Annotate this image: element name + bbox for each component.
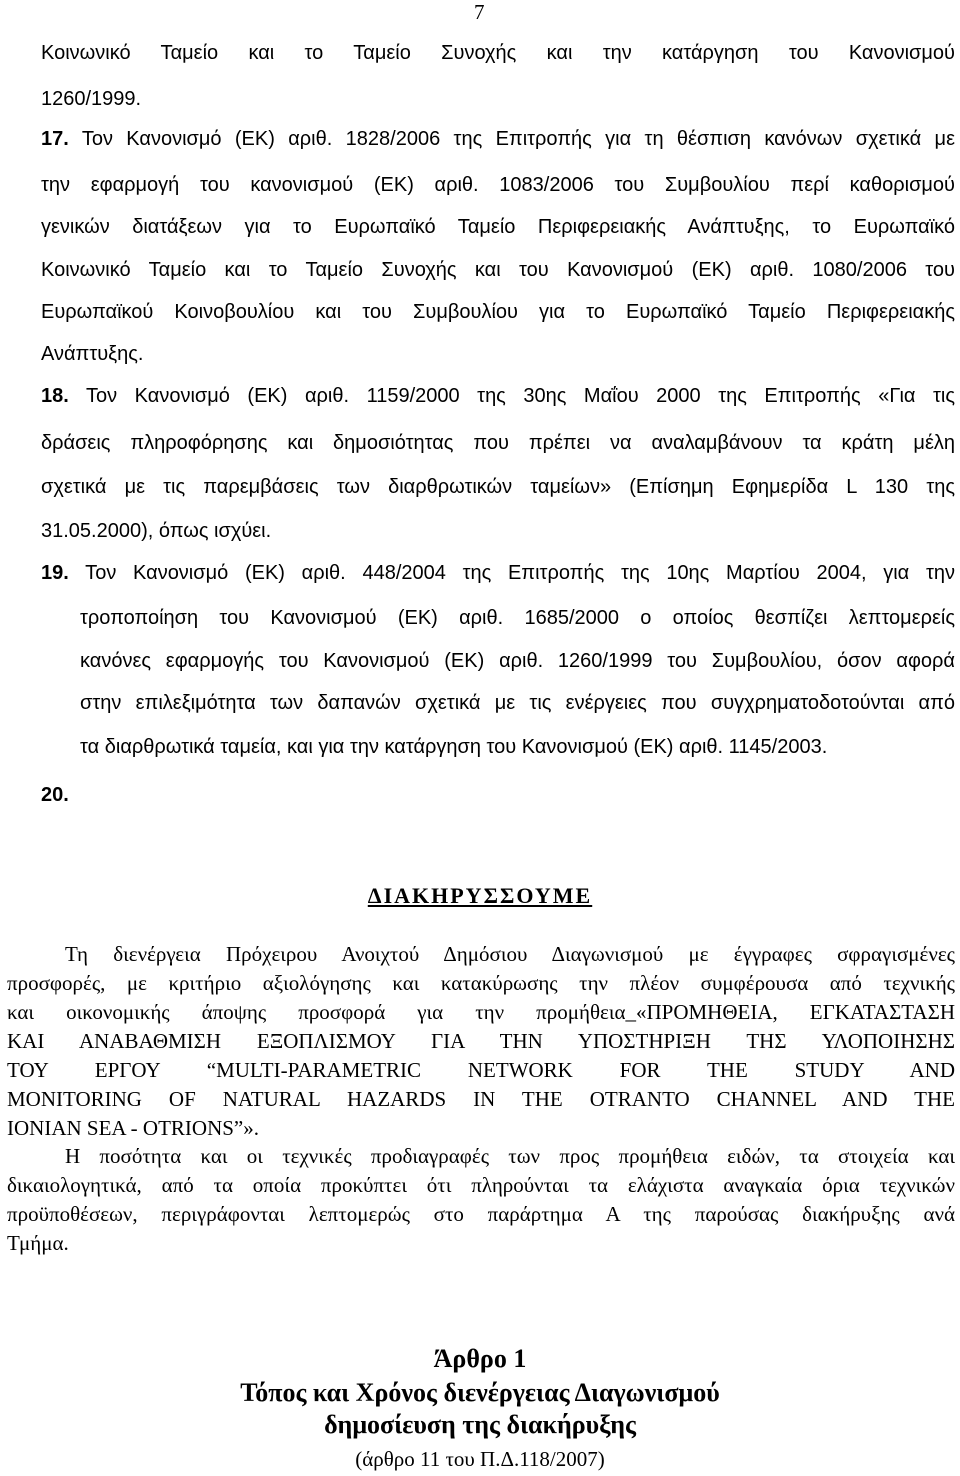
text-line: Ανάπτυξης.	[41, 343, 144, 365]
text-line: κανόνες εφαρμογής του Κανονισμού (ΕΚ) αριθ. 1260/1999 του Συμβουλίου, όσον αφορά	[80, 650, 955, 672]
text-line: γενικών διατάξεων για το Ευρωπαϊκό Ταμείο Περιφερειακής Ανάπτυξης, το Ευρωπαϊκό	[41, 216, 955, 238]
item-20	[41, 782, 69, 807]
item-17: 17. Τον Κανονισμό (ΕΚ) αριθ. 1828/2006 της Επιτροπής για τη θέσπιση κανόνων σχετικά με	[41, 128, 955, 150]
text-line: Κοινωνικό Ταμείο και το Ταμείο Συνοχής και του Κανονισμού (ΕΚ) αριθ. 1080/2006 του	[41, 259, 955, 281]
text-line: στην επιλεξιμότητα των δαπανών σχετικά με τις ενέργειες που συγχρηματοδοτούνται από	[80, 692, 955, 714]
text-line: δράσεις πληροφόρησης και δημοσιότητας που πρέπει να αναλαμβάνουν τα κράτη μέλη	[41, 432, 955, 454]
section-heading: ΔΙΑΚΗΡΥΣΣΟΥΜΕ	[367, 883, 593, 908]
article-subtitle: Τόπος και Χρόνος διενέργειας Διαγωνισμού	[240, 1378, 720, 1407]
text-line: Ευρωπαϊκού Κοινοβουλίου και του Συμβουλίου για το Ευρωπαϊκό Ταμείο Περιφερειακής	[41, 301, 955, 323]
paragraph: Τη διενέργεια Πρόχειρου Ανοιχτού Δημόσιου Διαγωνισμού με έγγραφες σφραγισμένες προσφορές, με κριτήριο αξιολόγησης και κατακύρωσης την πλέον συμφέρουσα από τεχνικής και οικονομικής άποψης προσφορά για την προμήθεια_«ΠΡΟΜΗΘΕΙΑ, ΕΓΚΑΤΑΣΤΑΣΗ ΚΑΙ ΑΝΑΒΑΘΜΙΣΗ ΕΞΟΠΛΙΣΜΟΥ ΓΙΑ ΤΗΝ ΥΠΟΣΤΗΡΙΞΗ ΤΗΣ ΥΛΟΠΟΙΗΣΗΣ ΤΟΥ ΕΡΓΟΥ “MULTI-PARAMETRIC NETWORK FOR THE STUDY AND MONITORING OF NATURAL HAZARDS IN THE OTRANTO CHANNEL AND THE IONIAN SEA - OTRIONS”».	[7, 942, 955, 1140]
page-number: 7	[474, 0, 485, 24]
item-number: 18.	[41, 385, 69, 407]
item-19: 19. Τον Κανονισμό (ΕΚ) αριθ. 448/2004 της Επιτροπής της 10ης Μαρτίου 2004, για την	[41, 562, 955, 584]
item-18: 18. Τον Κανονισμό (ΕΚ) αριθ. 1159/2000 της 30ης Μαΐου 2000 της Επιτροπής «Για τις	[41, 385, 956, 407]
text-line: 1260/1999.	[41, 88, 142, 110]
text-line: τροποποίηση του Κανονισμού (ΕΚ) αριθ. 1685/2000 ο οποίος θεσπίζει λεπτομερείς	[80, 607, 955, 629]
article-title: Άρθρο 1	[433, 1344, 527, 1373]
text-line: σχετικά με τις παρεμβάσεις των διαρθρωτικών ταμείων» (Επίσημη Εφημερίδα L 130 της	[41, 476, 955, 498]
paragraph: Η ποσότητα και οι τεχνικές προδιαγραφές των προς προμήθεια ειδών, τα στοιχεία και δικαιολογητικά, από τα οποία προκύπτει ότι πληρούνται τα ελάχιστα αναγκαία όρια τεχνικών προϋποθέσεων, περιγράφονται λεπτομερώς στο παράρτημα Α της παρούσας διακήρυξης ανά Τμήμα.	[7, 1144, 955, 1255]
text-line: 31.05.2000), όπως ισχύει.	[41, 520, 272, 542]
item-number: 17.	[41, 128, 69, 150]
article-subtitle: δημοσίευση της διακήρυξης	[324, 1410, 636, 1439]
article-note: (άρθρο 11 του Π.Δ.118/2007)	[355, 1447, 605, 1471]
item-number: 20.	[41, 784, 69, 806]
text-line: Κοινωνικό Ταμείο και το Ταμείο Συνοχής και την κατάργηση του Κανονισμού	[41, 42, 955, 64]
item-number: 19.	[41, 562, 69, 584]
text-line: τα διαρθρωτικά ταμεία, και για την κατάργηση του Κανονισμού (ΕΚ) αριθ. 1145/2003.	[80, 736, 828, 758]
text-line: την εφαρμογή του κανονισμού (ΕΚ) αριθ. 1083/2006 του Συμβουλίου περί καθορισμού	[41, 174, 955, 196]
